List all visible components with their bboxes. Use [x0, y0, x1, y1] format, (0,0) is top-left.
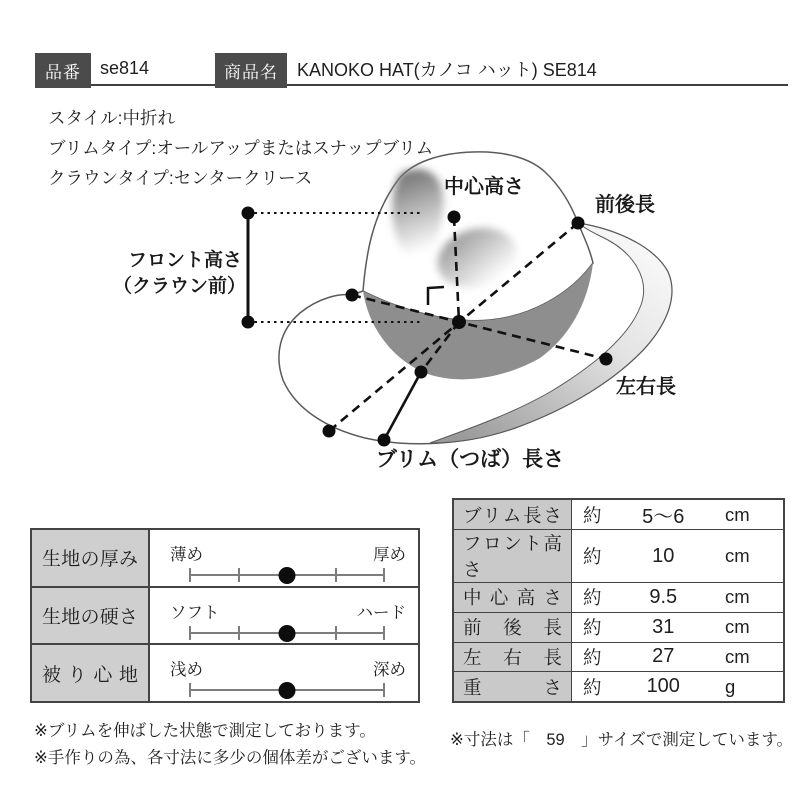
fabric-row-label: 生地の硬さ — [42, 607, 138, 628]
measure-label-cell — [454, 643, 572, 672]
header-underline — [35, 84, 788, 86]
measure-value: 27 — [652, 645, 675, 668]
fabric-row-scale — [150, 588, 418, 644]
fabric-row-thickness — [32, 530, 418, 586]
footnote-size: ※寸法は「 59 」サイズで測定しています。 — [450, 731, 794, 749]
footnotes-left — [34, 718, 426, 772]
measure-value: 9.5 — [649, 585, 678, 608]
measure-value: 5～6 — [642, 506, 685, 528]
measure-unit: cm — [725, 503, 750, 525]
scale-tick — [383, 683, 385, 697]
fabric-row-label-cell — [32, 530, 150, 586]
product-name-label: 商品名 — [224, 63, 278, 82]
scale-tick — [238, 568, 240, 582]
measure-value-cell — [572, 500, 783, 529]
measure-unit: cm — [725, 545, 750, 566]
fabric-row-label: 生地の厚み — [42, 549, 138, 571]
measure-approx: 約 — [583, 676, 602, 698]
measure-label: 中心高さ — [463, 587, 562, 609]
measure-label-cell — [454, 500, 572, 529]
scale-min-label: 浅め — [170, 661, 203, 680]
measurement-table — [452, 498, 785, 703]
fabric-row-fit — [32, 643, 418, 701]
spec-style: スタイル:中折れ — [48, 108, 176, 128]
scale-max-label: 厚め — [373, 546, 406, 564]
fabric-row-label: 被り心地 — [42, 664, 138, 686]
measure-label-cell — [454, 530, 572, 582]
scale-max-label: ハード — [356, 603, 406, 622]
scale-min-label: 薄め — [170, 546, 203, 564]
scale-tick — [238, 626, 240, 640]
measure-approx: 約 — [583, 504, 602, 526]
scale-max-label: 深め — [373, 661, 406, 680]
scale-tick — [189, 626, 191, 640]
fabric-property-table — [30, 528, 420, 703]
scale-value-dot — [279, 625, 296, 642]
measure-unit: cm — [725, 616, 750, 638]
measure-label: 左右長 — [463, 646, 562, 668]
measure-label-cell — [454, 583, 572, 612]
part-number-label: 品番 — [45, 63, 81, 82]
measure-row — [454, 642, 783, 672]
footnote-brim: ※ブリムを伸ばした状態で測定しております。 — [34, 722, 376, 740]
measure-unit: cm — [725, 645, 750, 667]
measure-label: ブリム長さ — [463, 504, 562, 526]
label-front-height-line2: （クラウン前） — [112, 276, 246, 297]
scale-tick — [189, 683, 191, 697]
scale-value-dot — [279, 682, 296, 699]
scale-tick — [335, 568, 337, 582]
measure-value-cell — [572, 672, 783, 701]
scale-track — [190, 574, 384, 576]
part-number-label-box — [35, 53, 91, 88]
fabric-row-hardness — [32, 586, 418, 644]
scale-tick — [189, 568, 191, 582]
measure-approx: 約 — [583, 617, 602, 639]
measure-row — [454, 671, 783, 701]
label-left-right-length: 左右長 — [616, 376, 676, 398]
measure-approx: 約 — [583, 546, 602, 567]
measure-approx: 約 — [583, 587, 602, 609]
footnote-handmade: ※手作りの為、各寸法に多少の個体差がございます。 — [34, 749, 427, 767]
measure-value: 100 — [646, 675, 680, 698]
scale-track — [190, 689, 384, 691]
measure-label-cell — [454, 672, 572, 701]
measure-row — [454, 582, 783, 612]
hat-diagram — [0, 95, 800, 500]
label-center-height: 中心高さ — [444, 176, 524, 198]
label-front-back-length: 前後長 — [595, 194, 655, 216]
fabric-row-scale — [150, 530, 418, 586]
product-name-label-box — [215, 53, 287, 88]
fabric-row-label-cell — [32, 588, 150, 644]
measure-row — [454, 529, 783, 582]
measure-value-cell — [572, 613, 783, 642]
measure-label-cell — [454, 613, 572, 642]
measure-row — [454, 500, 783, 529]
fabric-row-scale — [150, 645, 418, 701]
scale-tick — [335, 626, 337, 640]
measure-label: 前後長 — [463, 617, 562, 639]
scale-tick — [383, 626, 385, 640]
measure-label: フロント高さ — [463, 533, 562, 580]
scale-track — [190, 632, 384, 634]
measure-value-cell — [572, 643, 783, 672]
scale-tick — [383, 568, 385, 582]
measure-value: 31 — [652, 615, 675, 638]
measure-value: 10 — [652, 544, 675, 567]
label-front-height-line1: フロント高さ — [127, 250, 242, 271]
measure-unit: cm — [725, 586, 750, 608]
hat-diagram-svg — [0, 95, 800, 500]
measure-label: 重さ — [463, 676, 562, 698]
part-number-value: se814 — [100, 58, 150, 78]
measure-value-cell — [572, 583, 783, 612]
measure-row — [454, 612, 783, 642]
spec-brim-type: ブリムタイプ:オールアップまたはスナップブリム — [48, 138, 434, 158]
scale-value-dot — [279, 567, 296, 584]
fabric-row-label-cell — [32, 645, 150, 701]
label-brim-length: ブリム（つば）長さ — [375, 448, 565, 471]
scale-min-label: ソフト — [170, 603, 220, 622]
measure-value-cell — [572, 530, 783, 582]
measure-unit: g — [725, 675, 736, 697]
product-name-value: KANOKO HAT(カノコ ハット) SE814 — [297, 59, 597, 80]
measure-approx: 約 — [583, 646, 602, 668]
spec-crown-type: クラウンタイプ:センタークリース — [48, 168, 313, 188]
